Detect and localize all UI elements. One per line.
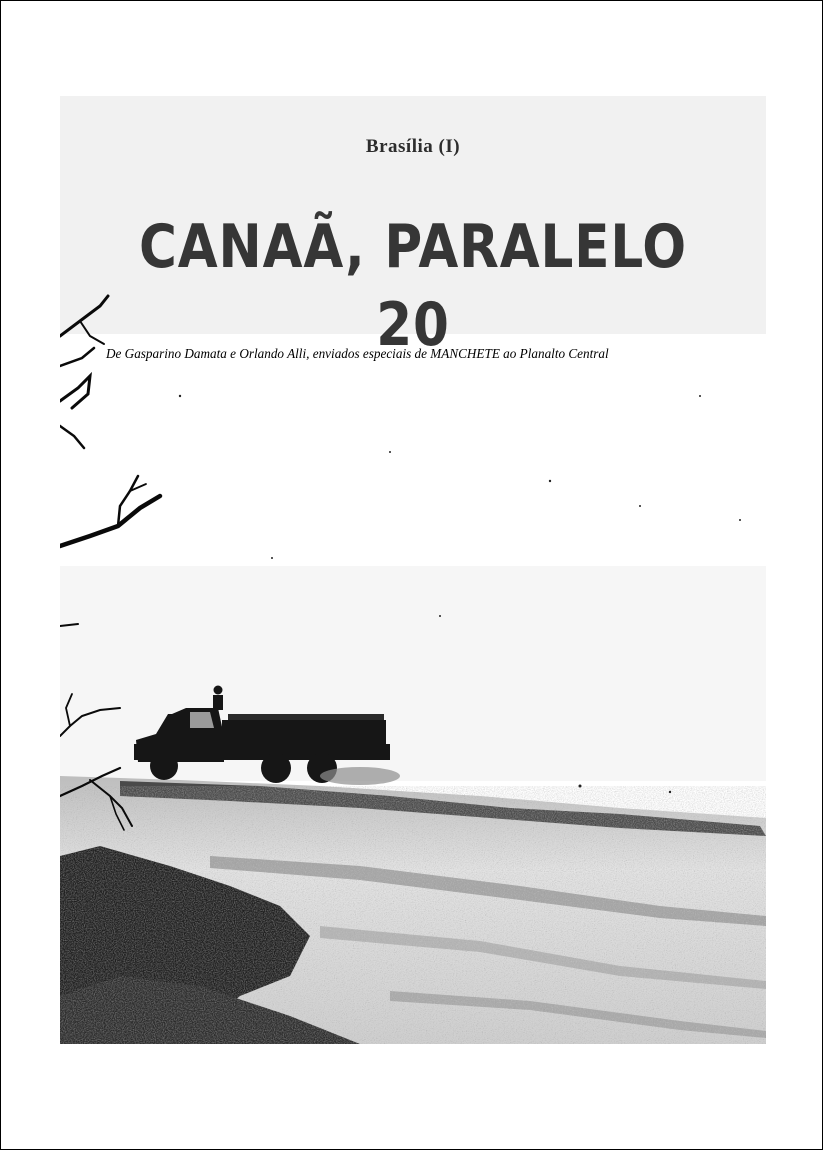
article-kicker: Brasília (I) [365,136,461,157]
article-headline: CANAÃ, PARALELO 20 [138,212,688,360]
scanned-magazine-page [60,96,766,1044]
article-byline: De Gasparino Damata e Orlando Alli, enviados especiais de MANCHETE ao Planalto Central [106,346,609,361]
